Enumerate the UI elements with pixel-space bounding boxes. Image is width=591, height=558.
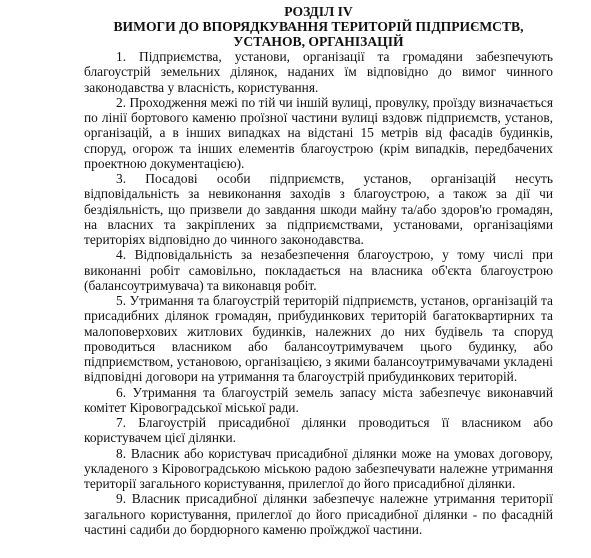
paragraph-8: 8. Власник або користувач присадибної ділянки може на умовах договору, укладеного з Кіровоградською міською радою забезпечувати належне утримання території загального користування, прилеглої до його присадибної ділянки. xyxy=(84,445,553,491)
section-heading-line-1: ВИМОГИ ДО ВПОРЯДКУВАННЯ ТЕРИТОРІЙ ПІДПРИЄМСТВ, xyxy=(113,19,524,34)
section-label: РОЗДІЛ IV xyxy=(284,4,353,19)
paragraph-7: 7. Благоустрій присадибної ділянки проводиться її власником або користувачем цієї ділянки. xyxy=(84,415,553,446)
paragraph-1: 1. Підприємства, установи, організації та громадяни забезпечують благоустрій земельних ділянок, наданих їм відповідно до вимог чинного законодавства у власність, користування. xyxy=(84,49,553,95)
paragraph-5: 5. Утримання та благоустрій територій підприємств, установ, організацій та присадибних ділянок громадян, прибудинкових територій багатоквартирних та малоповерхових житлових будинків, належних до них будівель та споруд проводиться власником або балансоутримувачем цього будинку, або підприємством, установою, організацією, з якими балансоутримувачами укладені відповідні договори на утримання та благоустрій прибудинкових територій. xyxy=(84,293,553,385)
paragraph-2: 2. Проходження межі по тій чи іншій вулиці, провулку, проїзду визначається по лінії бортового каменю проїзної частини вулиці вздовж підприємств, установ, організацій, а в інших випадках на відстані 15 метрів від фасадів будинків, споруд, огорож та інших елементів благоустрою (крім випадків, передбачених проектною документацією). xyxy=(84,94,553,171)
paragraph-9: 9. Власник присадибної ділянки забезпечує належне утримання території загального користування, прилеглої до його присадибної ділянки - по фасадній частині садиби до бордюрного каменю проїжджої частини. xyxy=(84,491,553,537)
paragraph-4: 4. Відповідальність за незабезпечення благоустрою, у тому числі при виконанні робіт самовільно, покладається на власника об'єкта благоустрою (балансоутримувача) та виконавця робіт. xyxy=(84,247,553,293)
paragraph-3: 3. Посадові особи підприємств, установ, організацій несуть відповідальність за невиконання заходів з благоустрою, а також за дії чи бездіяльність, що призвели до завдання шкоди майну та/або здоров'ю громадян, на власних та закріплених за підприємствами, установами, організаціями територіях відповідно до чинного законодавства. xyxy=(84,171,553,247)
paragraph-6: 6. Утримання та благоустрій земель запасу міста забезпечує виконавчий комітет Кіровоградської міської ради. xyxy=(84,384,553,415)
section-heading-line-2: УСТАНОВ, ОРГАНІЗАЦІЙ xyxy=(233,34,404,49)
